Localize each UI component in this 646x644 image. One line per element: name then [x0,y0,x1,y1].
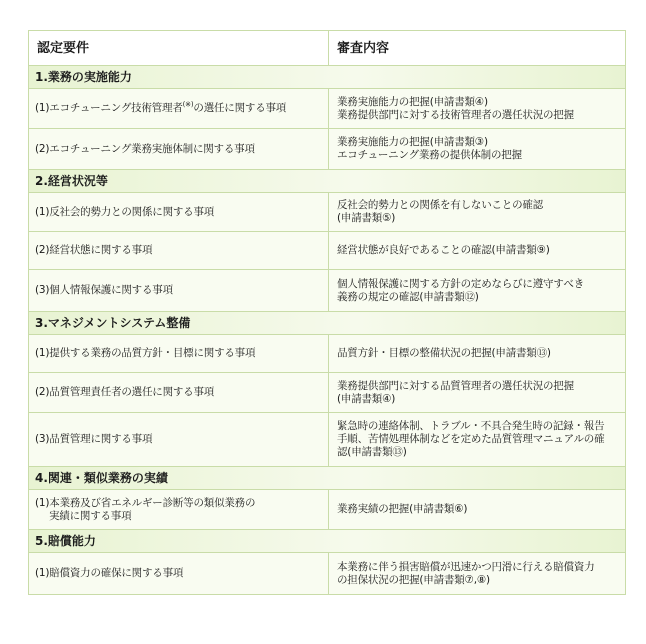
review-cell: 品質方針・目標の整備状況の把握(申請書類⑬) [329,335,626,373]
section-row [29,530,626,553]
review-cell: 業務実施能力の把握(申請書類③) エコチューニング業務の提供体制の把握 [329,129,626,170]
table-row [29,553,626,595]
requirement-cell: (1)賠償資力の確保に関する事項 [29,553,329,595]
requirement-cell: (1)エコチューニング技術管理者(※)の選任に関する事項 [29,89,329,129]
table-row [29,89,626,129]
requirement-cell: (1)本業務及び省エネルギー診断等の類似業務の 実績に関する事項 [29,490,329,530]
table-row [29,232,626,270]
table-row [29,270,626,312]
review-cell: 緊急時の連絡体制、トラブル・不具合発生時の記録・報告 手順、苦情処理体制などを定めた品質管理マニュアルの確 認(申請書類⑬) [329,413,626,467]
section-row [29,170,626,193]
requirement-cell: (1)提供する業務の品質方針・目標に関する事項 [29,335,329,373]
review-cell: 反社会的勢力との関係を有しないことの確認 (申請書類⑤) [329,193,626,232]
requirements-table-wrapper [28,30,625,595]
section-title: 4.関連・類似業務の実績 [29,467,626,490]
review-cell: 業務実績の把握(申請書類⑥) [329,490,626,530]
requirement-cell: (3)個人情報保護に関する事項 [29,270,329,312]
section-title: 5.賠償能力 [29,530,626,553]
section-title: 2.経営状況等 [29,170,626,193]
requirement-cell: (1)反社会的勢力との関係に関する事項 [29,193,329,232]
table-row [29,129,626,170]
review-cell: 業務提供部門に対する品質管理者の選任状況の把握 (申請書類④) [329,373,626,413]
header-requirements: 認定要件 [29,31,329,66]
section-row [29,66,626,89]
table-header-row [29,31,626,66]
section-title: 3.マネジメントシステム整備 [29,312,626,335]
requirement-cell: (3)品質管理に関する事項 [29,413,329,467]
review-cell: 個人情報保護に関する方針の定めならびに遵守すべき 義務の規定の確認(申請書類⑫) [329,270,626,312]
table-row [29,193,626,232]
section-title: 1.業務の実施能力 [29,66,626,89]
review-cell: 本業務に伴う損害賠償が迅速かつ円滑に行える賠償資力 の担保状況の把握(申請書類⑦,⑧) [329,553,626,595]
requirement-cell: (2)エコチューニング業務実施体制に関する事項 [29,129,329,170]
table-row [29,490,626,530]
requirements-table [28,30,626,595]
table-row [29,335,626,373]
requirement-cell: (2)品質管理責任者の選任に関する事項 [29,373,329,413]
header-review-content: 審査内容 [329,31,626,66]
review-cell: 業務実施能力の把握(申請書類④) 業務提供部門に対する技術管理者の選任状況の把握 [329,89,626,129]
section-row [29,312,626,335]
review-cell: 経営状態が良好であることの確認(申請書類⑨) [329,232,626,270]
table-row [29,373,626,413]
section-row [29,467,626,490]
table-row [29,413,626,467]
requirement-cell: (2)経営状態に関する事項 [29,232,329,270]
